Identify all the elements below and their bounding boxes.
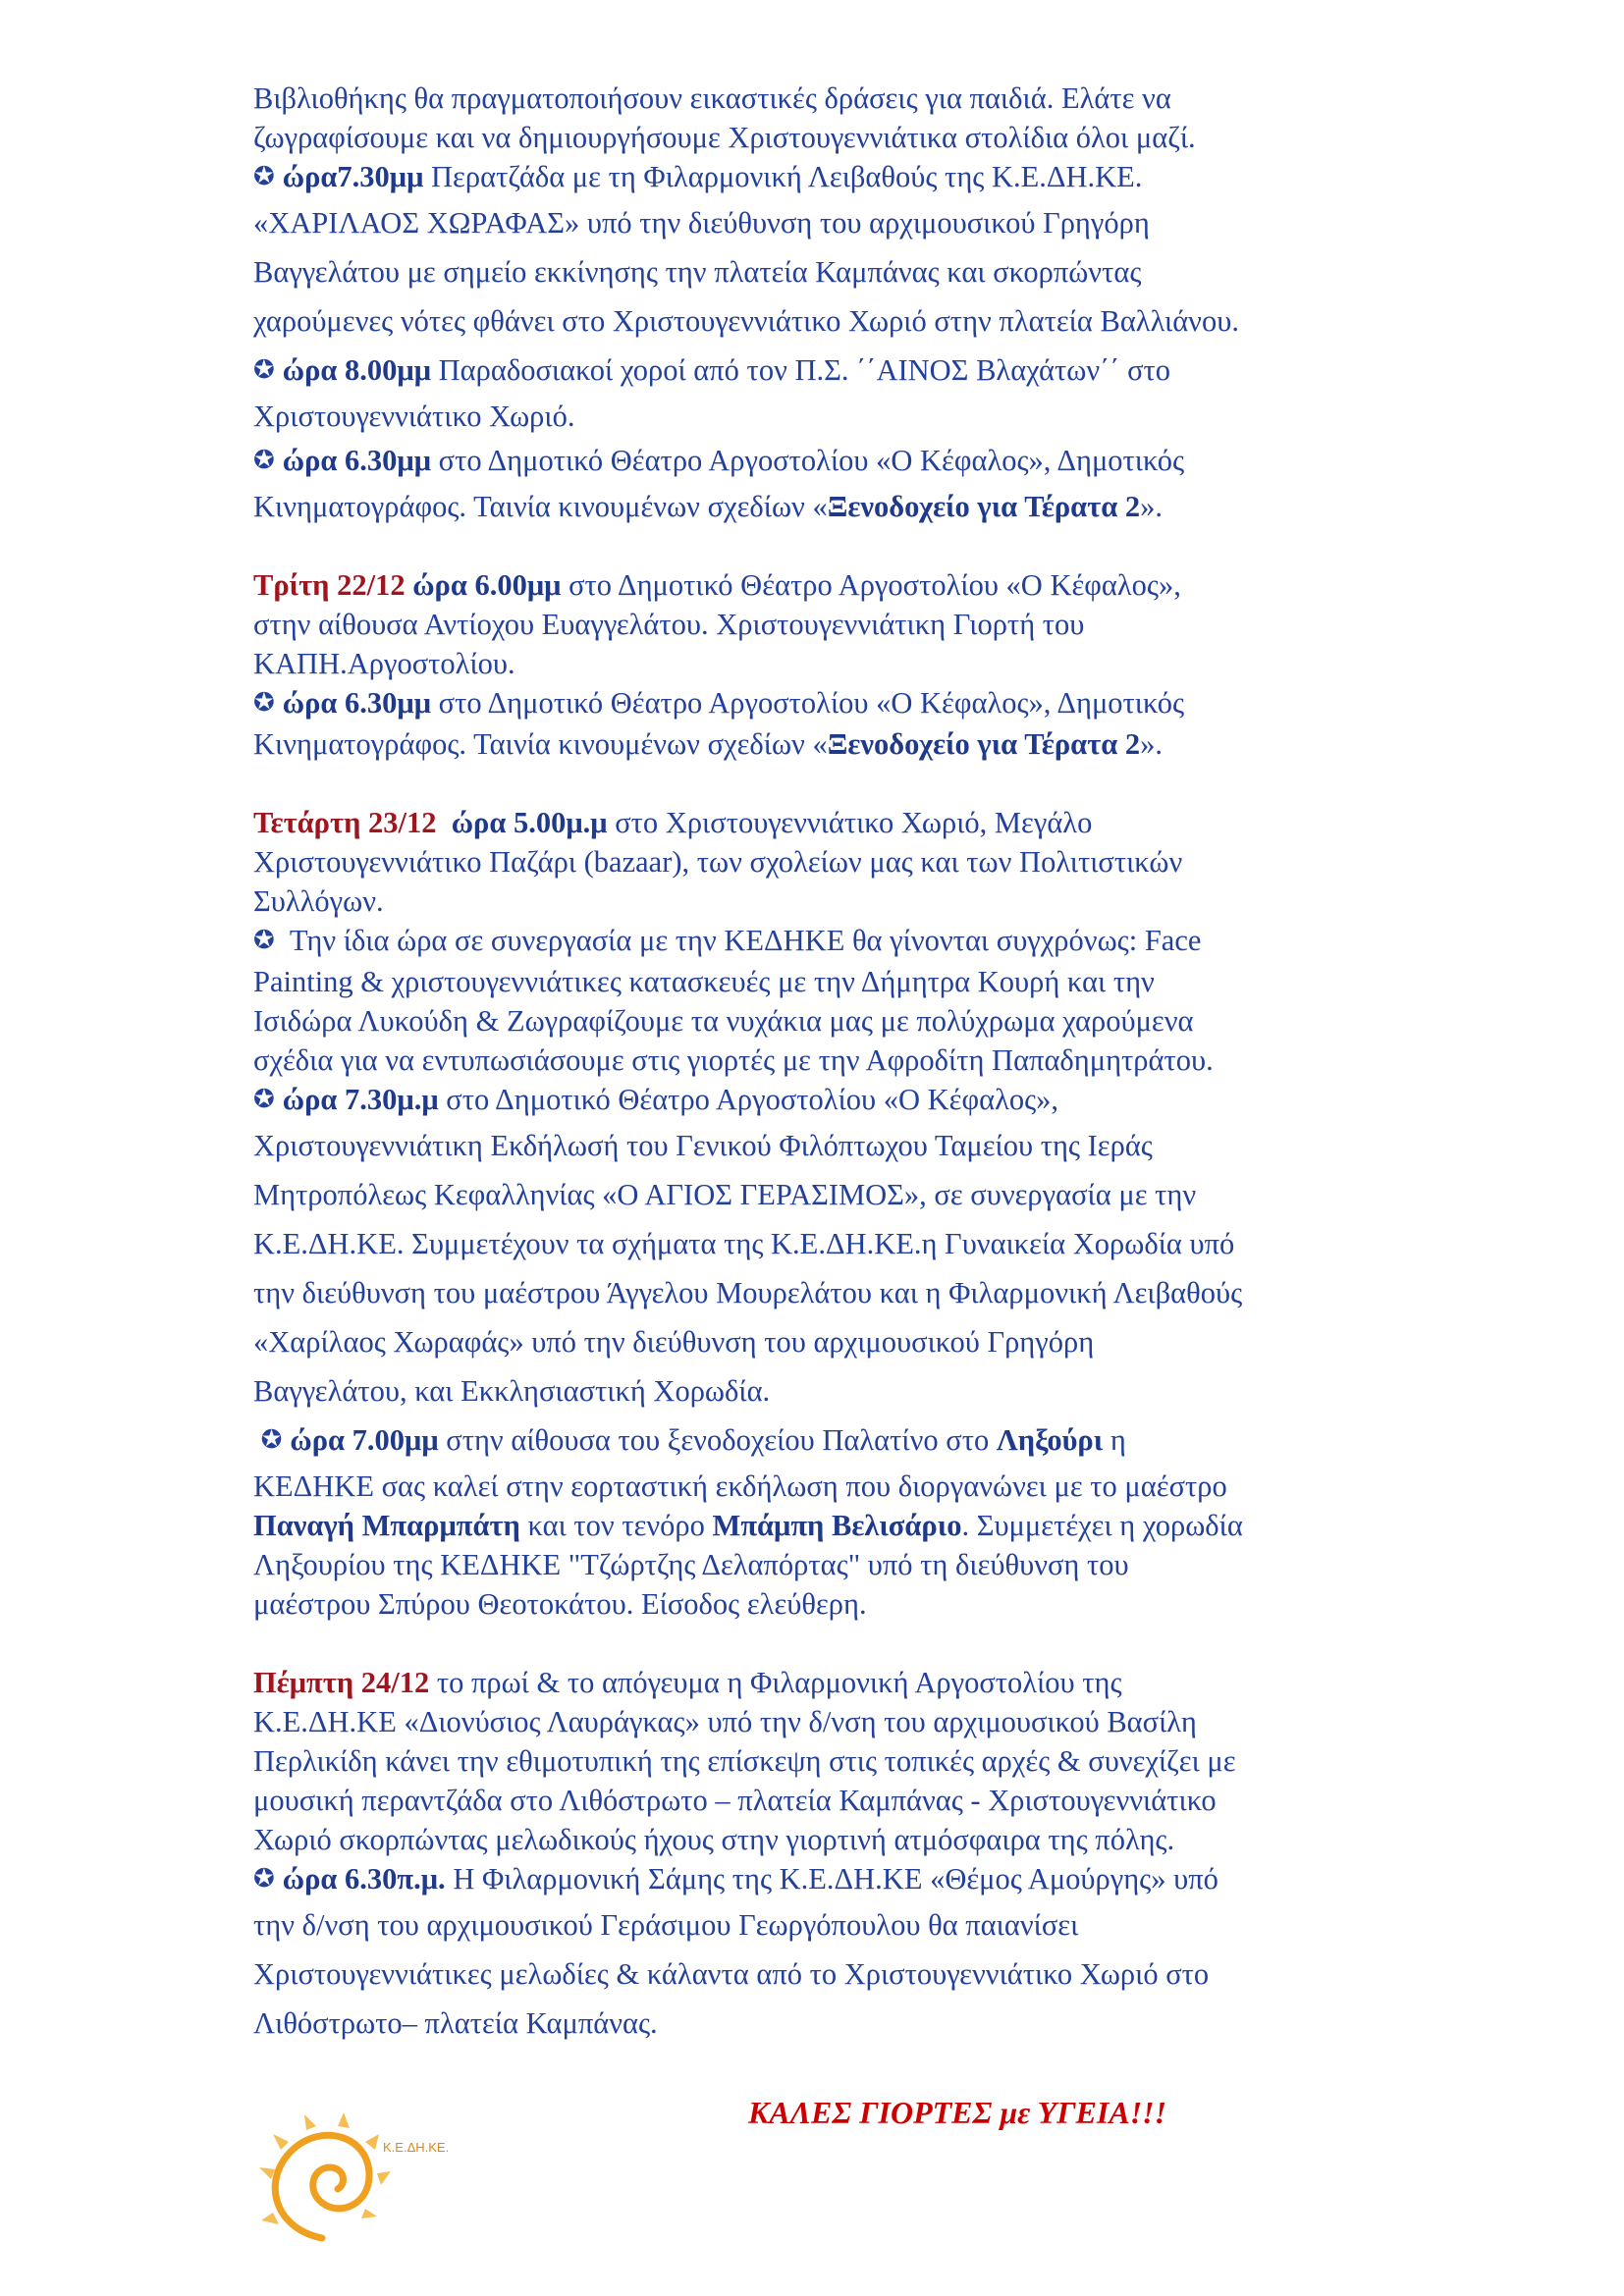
paragraph-line: «ΧΑΡΙΛΑΟΣ ΧΩΡΑΦΑΣ» υπό την διεύθυνση του αρχιμουσικού Γρηγόρη	[253, 206, 1150, 240]
paragraph-line: Λιθόστρωτο– πλατεία Καμπάνας.	[253, 2006, 658, 2040]
paragraph-line: Χωριό σκορπώντας μελωδικούς ήχους στην γιορτινή ατμόσφαιρα της πόλης.	[253, 1823, 1175, 1856]
circled-star-icon: ✪	[253, 446, 275, 474]
event-time: ώρα 7.30μ.μ	[282, 1083, 439, 1116]
holiday-greeting: ΚΑΛΕΣ ΓΙΟΡΤΕΣ με ΥΓΕΙΑ!!!	[748, 2095, 1167, 2130]
person-name: Παναγή Μπαρμπάτη	[253, 1509, 520, 1542]
day-heading-line: Πέμπτη 24/12 το πρωί & το απόγευμα η Φιλαρμονική Αργοστολίου της	[253, 1666, 1122, 1699]
paragraph-line: Βιβλιοθήκης θα πραγματοποιήσουν εικαστικές δράσεις για παιδιά. Ελάτε να	[253, 81, 1171, 115]
paragraph-line: Ισιδώρα Λυκούδη & Ζωγραφίζουμε τα νυχάκια μας με πολύχρωμα χαρούμενα	[253, 1004, 1194, 1038]
event-time: ώρα 5.00μ.μ	[451, 806, 608, 839]
event-text: Παραδοσιακοί χοροί από τον Π.Σ. ΄΄ΑΙΝΟΣ Βλαχάτων΄΄ στο	[431, 353, 1171, 387]
event-line	[253, 436, 1392, 487]
paragraph-line: μουσική περαντζάδα στο Λιθόστρωτο – πλατεία Καμπάνας - Χριστουγεννιάτικο	[253, 1784, 1217, 1817]
paragraph-line: Κινηματογράφος. Ταινία κινουμένων σχεδίων «Ξενοδοχείο για Τέρατα 2».	[253, 727, 1164, 761]
paragraph-line: Περλικίδη κάνει την εθιμοτυπική της επίσκεψη στις τοπικές αρχές & συνεχίζει με	[253, 1744, 1236, 1778]
paragraph-line: «Χαρίλαος Χωραφάς» υπό την διεύθυνση του αρχιμουσικού Γρηγόρη	[253, 1325, 1095, 1359]
paragraph-line: Παναγή Μπαρμπάτη και τον τενόρο Μπάμπη Βελισάριο. Συμμετέχει η χορωδία	[253, 1509, 1243, 1542]
paragraph-line: ΚΕΔΗΚΕ σας καλεί στην εορταστική εκδήλωση που διοργανώνει με το μαέστρο	[253, 1469, 1227, 1503]
event-text: Περατζάδα με τη Φιλαρμονική Λειβαθούς της Κ.Ε.ΔΗ.ΚΕ.	[423, 160, 1143, 193]
paragraph-line: την διεύθυνση του μαέστρου Άγγελου Μουρελάτου και η Φιλαρμονική Λειβαθούς	[253, 1276, 1243, 1309]
event-line: ✪ ώρα 7.00μμ στην αίθουσα του ξενοδοχείου Παλατίνο στο Ληξούρι η	[260, 1423, 1126, 1457]
film-title: Ξενοδοχείο για Τέρατα 2	[827, 727, 1141, 761]
kedhke-logo	[253, 2110, 450, 2248]
paragraph-line: Βαγγελάτου με σημείο εκκίνησης την πλατεία Καμπάνας και σκορπώντας	[253, 255, 1142, 289]
paragraph-line: την δ/νση του αρχιμουσικού Γεράσιμου Γεωργόπουλου θα παιανίσει	[253, 1908, 1079, 1942]
circled-star-icon: ✪	[253, 1085, 275, 1113]
shell-logo-icon	[253, 2110, 450, 2248]
event-text: στο Δημοτικό Θέατρο Αργοστολίου «Ο Κέφαλος», Δημοτικός	[431, 444, 1185, 477]
paragraph-line: Χριστουγεννιάτικο Χωριό.	[253, 400, 575, 433]
paragraph-line: μαέστρου Σπύρου Θεοτοκάτου. Είσοδος ελεύθερη.	[253, 1587, 867, 1621]
paragraph-line: Συλλόγων.	[253, 884, 384, 918]
paragraph-line: Κ.Ε.ΔΗ.ΚΕ. Συμμετέχουν τα σχήματα της Κ.Ε.ΔΗ.ΚΕ.η Γυναικεία Χορωδία υπό	[253, 1227, 1235, 1260]
paragraph-line: Χριστουγεννιάτικη Εκδήλωσή του Γενικού Φιλόπτωχου Ταμείου της Ιεράς	[253, 1129, 1153, 1162]
event-line	[253, 346, 1392, 397]
paragraph-line: σχέδια για να εντυπωσιάσουμε στις γιορτές με την Αφροδίτη Παπαδημητράτου.	[253, 1043, 1214, 1077]
paragraph-line: Χριστουγεννιάτικες μελωδίες & κάλαντα από το Χριστουγεννιάτικο Χωριό στο	[253, 1957, 1210, 1991]
day-heading-line: Τετάρτη 23/12 ώρα 5.00μ.μ στο Χριστουγεννιάτικο Χωριό, Μεγάλο	[253, 806, 1093, 839]
person-name: Μπάμπη Βελισάριο	[712, 1509, 962, 1542]
paragraph-line: Ληξουρίου της ΚΕΔΗΚΕ "Τζώρτζης Δελαπόρτας" υπό τη διεύθυνση του	[253, 1548, 1129, 1581]
event-time: ώρα 8.00μμ	[282, 353, 432, 387]
event-line: ✪ ώρα 7.30μ.μ στο Δημοτικό Θέατρο Αργοστολίου «Ο Κέφαλος»,	[253, 1083, 1059, 1116]
circled-star-icon: ✪	[253, 688, 275, 717]
day-label: Τρίτη 22/12	[253, 568, 406, 602]
event-time: ώρα 7.00μμ	[290, 1423, 439, 1457]
paragraph-line: Painting & χριστουγεννιάτικες κατασκευές με την Δήμητρα Κουρή και την	[253, 965, 1155, 998]
circled-star-icon: ✪	[253, 355, 275, 384]
circled-star-icon: ✪	[253, 926, 275, 954]
paragraph-line: Βαγγελάτου, και Εκκλησιαστική Χορωδία.	[253, 1374, 771, 1408]
event-line: ✪ ώρα 6.30μμ στο Δημοτικό Θέατρο Αργοστολίου «Ο Κέφαλος», Δημοτικός	[253, 686, 1185, 720]
day-heading-line: Τρίτη 22/12 ώρα 6.00μμ στο Δημοτικό Θέατρο Αργοστολίου «Ο Κέφαλος»,	[253, 568, 1181, 602]
paragraph-line: ΚΑΠΗ.Αργοστολίου.	[253, 647, 515, 680]
paragraph-line: Χριστουγεννιάτικο Παζάρι (bazaar), των σχολείων μας και των Πολιτιστικών	[253, 845, 1183, 879]
film-title: Ξενοδοχείο για Τέρατα 2	[827, 490, 1141, 523]
event-time: ώρα 6.30μμ	[282, 686, 432, 720]
event-time: ώρα 6.30π.μ.	[282, 1862, 446, 1896]
paragraph-line: στην αίθουσα Αντίοχου Ευαγγελάτου. Χριστουγεννιάτικη Γιορτή του	[253, 608, 1085, 641]
event-time: ώρα 6.30μμ	[282, 444, 432, 477]
event-line: ✪ ώρα 6.30π.μ. Η Φιλαρμονική Σάμης της Κ.Ε.ΔΗ.ΚΕ «Θέμος Αμούργης» υπό	[253, 1862, 1218, 1896]
paragraph-line: Κινηματογράφος. Ταινία κινουμένων σχεδίων «Ξενοδοχείο για Τέρατα 2».	[253, 490, 1164, 523]
circled-star-icon: ✪	[253, 1864, 275, 1893]
paragraph-line: Κ.Ε.ΔΗ.ΚΕ «Διονύσιος Λαυράγκας» υπό την δ/νση του αρχιμουσικού Βασίλη	[253, 1705, 1197, 1738]
event-line: ✪ Την ίδια ώρα σε συνεργασία με την ΚΕΔΗΚΕ θα γίνονται συγχρόνως: Face	[253, 924, 1202, 957]
event-program	[253, 79, 1392, 2048]
paragraph-line: χαρούμενες νότες φθάνει στο Χριστουγεννιάτικο Χωριό στην πλατεία Βαλλιάνου.	[253, 304, 1239, 338]
event-time: ώρα 6.00μμ	[412, 568, 562, 602]
paragraph-line: Μητροπόλεως Κεφαλληνίας «Ο ΑΓΙΟΣ ΓΕΡΑΣΙΜΟΣ», σε συνεργασία με την	[253, 1178, 1197, 1211]
day-label: Τετάρτη 23/12	[253, 806, 437, 839]
day-label: Πέμπτη 24/12	[253, 1666, 430, 1699]
paragraph-line: ζωγραφίσουμε και να δημιουργήσουμε Χριστουγεννιάτικα στολίδια όλοι μαζί.	[253, 121, 1196, 154]
event-line	[253, 157, 1392, 198]
place-name: Ληξούρι	[996, 1423, 1104, 1457]
event-time: ώρα7.30μμ	[282, 160, 424, 193]
circled-star-icon: ✪	[260, 1425, 283, 1454]
logo-text: Κ.Ε.ΔΗ.ΚΕ.	[383, 2140, 450, 2155]
circled-star-icon: ✪	[253, 162, 275, 190]
